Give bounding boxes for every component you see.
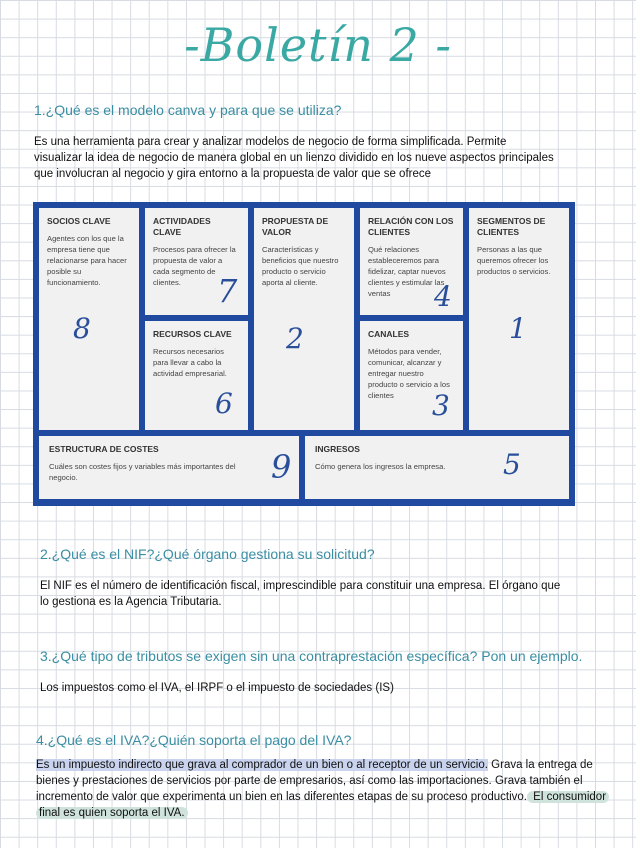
cell-description: Cómo genera los ingresos la empresa. [315, 462, 446, 471]
cell-description: Características y beneficios que nuestro producto o servicio aporta al cliente. [262, 245, 339, 287]
question-2: 2.¿Qué es el NIF?¿Qué órgano gestiona su solicitud? [40, 546, 375, 562]
canvas-cell-ingresos [305, 436, 569, 499]
canvas-cell-propuesta [254, 208, 354, 430]
canvas-cell-segmentos [469, 208, 569, 430]
canvas-cell-socios [39, 208, 139, 430]
cell-number: 3 [432, 389, 450, 422]
answer-2-line: lo gestiona es la Agencia Tributaria. [40, 596, 222, 608]
answer-4-line: bienes y prestaciones de servicios por parte de empresarios, así como las importaciones. Grava también el [36, 775, 583, 787]
answer-4-text: Grava la entrega de [487, 759, 593, 771]
canvas-cell-recursos [145, 321, 248, 430]
answer-1-line: Es una herramienta para crear y analizar modelos de negocio de forma simplificada. Permite [34, 136, 507, 148]
cell-title: ESTRUCTURA DE COSTES [49, 444, 159, 454]
answer-3: Los impuestos como el IVA, el IRPF o el impuesto de sociedades (IS) [40, 682, 394, 694]
answer-4 [36, 757, 626, 821]
answer-1-line: que involucran al negocio y gira entorno a la propuesta de valor que se ofrece [34, 168, 432, 180]
cell-title: SOCIOS CLAVE [47, 216, 111, 226]
cell-number: 5 [503, 448, 521, 481]
answer-1 [34, 134, 554, 182]
cell-title: PROPUESTA DE VALOR [262, 216, 329, 237]
cell-description: Agentes con los que la empresa tiene que relacionarse para hacer posible su funcionamiento. [47, 234, 127, 287]
answer-4-text: incremento de valor que experimenta un bien en las diferentes etapas de su proceso productivo. [36, 791, 527, 803]
question-4: 4.¿Qué es el IVA?¿Quién soporta el pago del IVA? [36, 732, 352, 748]
cell-description: Recursos necesarios para llevar a cabo la actividad empresarial. [153, 347, 227, 378]
cell-title: INGRESOS [315, 444, 360, 454]
answer-4-line [36, 789, 626, 805]
cell-number: 7 [217, 272, 238, 310]
cell-description: Métodos para vender, comunicar, alcanzar y entregar nuestro producto o servicio a los clientes [368, 347, 450, 400]
cell-title: CANALES [368, 329, 410, 339]
highlight-definition: Es un impuesto indirecto que grava al comprador de un bien o al receptor de un servicio. [36, 759, 488, 771]
cell-number: 6 [215, 387, 233, 420]
cell-title: RELACIÓN CON LOS CLIENTES [368, 216, 454, 237]
highlight-consumer: final es quien soporta el IVA. [36, 807, 188, 819]
answer-4-line [36, 805, 626, 821]
canvas-cell-relacion [360, 208, 463, 315]
page-title: -Boletín 2 - [184, 18, 452, 72]
canvas-cell-actividades [145, 208, 248, 315]
cell-title: RECURSOS CLAVE [153, 329, 232, 339]
cell-title: SEGMENTOS DE CLIENTES [477, 216, 546, 237]
answer-4-line [36, 757, 626, 773]
answer-2 [40, 578, 560, 610]
canvas-cell-canales [360, 321, 463, 430]
cell-number: 2 [286, 322, 304, 355]
business-model-canvas [33, 202, 575, 506]
question-1: 1.¿Qué es el modelo canva y para que se utiliza? [34, 102, 342, 118]
cell-number: 1 [509, 312, 527, 345]
cell-title: ACTIVIDADES CLAVE [153, 216, 211, 237]
cell-description: Procesos para ofrecer la propuesta de valor a cada segmento de clientes. [153, 245, 236, 287]
highlight-consumer: El consumidor [527, 791, 609, 803]
answer-2-line: El NIF es el número de identificación fiscal, imprescindible para constituir una empresa. El órgano que [40, 580, 561, 592]
cell-number: 9 [271, 448, 292, 486]
cell-number: 8 [73, 312, 91, 345]
canvas-cell-costes [39, 436, 299, 499]
question-3: 3.¿Qué tipo de tributos se exigen sin una contraprestación específica? Pon un ejemplo. [40, 648, 583, 664]
cell-number: 4 [434, 280, 452, 313]
cell-description: Cuáles son costes fijos y variables más importantes del negocio. [49, 462, 236, 482]
cell-description: Personas a las que queremos ofrecer los productos o servicios. [477, 245, 551, 276]
cell-description: Qué relaciones estableceremos para fidelizar, captar nuevos clientes y estimular las ventas [368, 245, 446, 298]
answer-1-line: visualizar la idea de negocio de manera global en un lienzo dividido en los nueve aspectos principales [34, 152, 554, 164]
